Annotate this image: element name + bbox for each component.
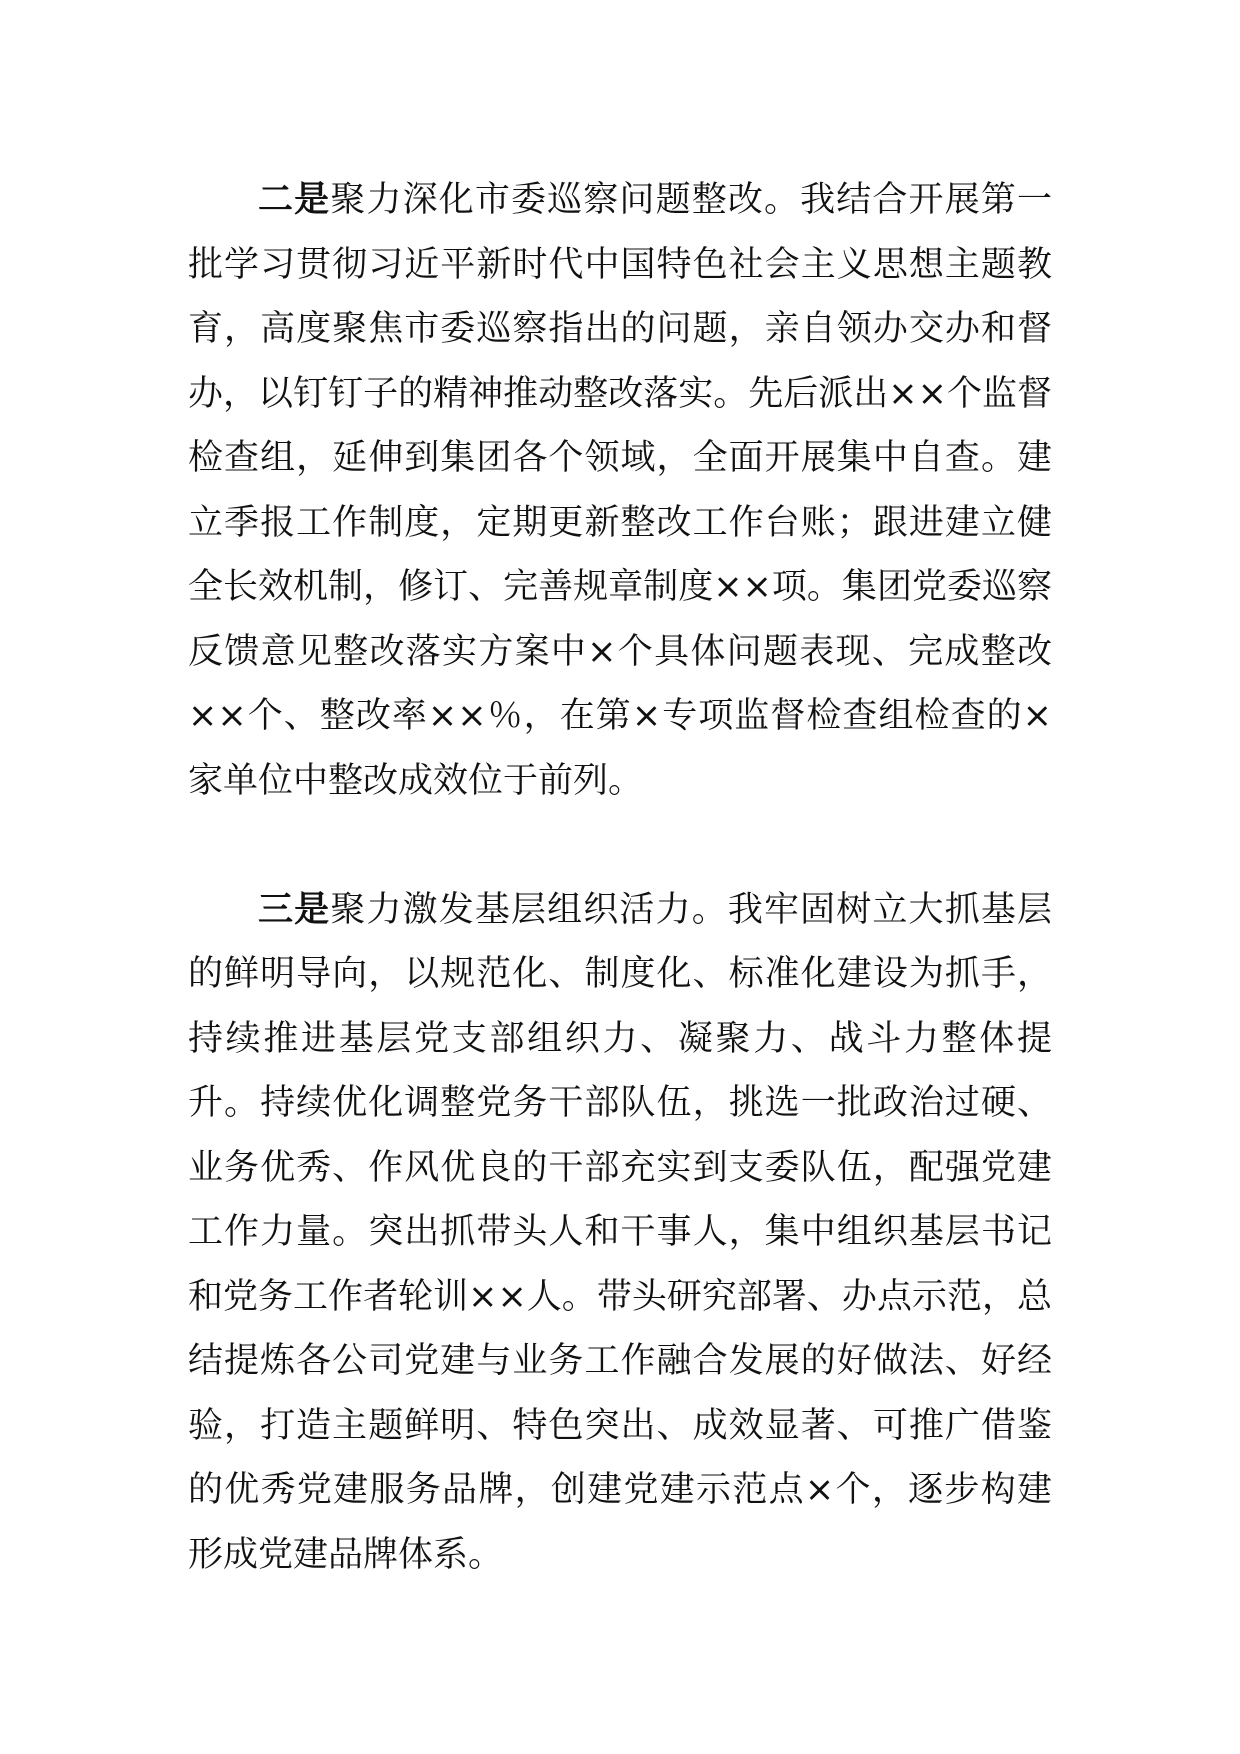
paragraph-text: 聚力深化市委巡察问题整改。我结合开展第一批学习贯彻习近平新时代中国特色社会主义思想主题教育，高度聚焦市委巡察指出的问题，亲自领办交办和督办，以钉钉子的精神推动整改落实。先后派出××个监督检查组，延伸到集团各个领域，全面开展集中自查。建立季报工作制度，定期更新整改工作台账；跟进建立健全长效机制，修订、完善规章制度××项。集团党委巡察反馈意见整改落实方案中×个具体问题表现、完成整改××个、整改率××％，在第×专项监督检查组检查的×家单位中整改成效位于前列。 [188,180,1052,801]
document-body [188,168,1052,1587]
paragraph-text: 聚力激发基层组织活力。我牢固树立大抓基层的鲜明导向，以规范化、制度化、标准化建设为抓手，持续推进基层党支部组织力、凝聚力、战斗力整体提升。持续优化调整党务干部队伍，挑选一批政治过硬、业务优秀、作风优良的干部充实到支委队伍，配强党建工作力量。突出抓带头人和干事人，集中组织基层书记和党务工作者轮训××人。带头研究部署、办点示范，总结提炼各公司党建与业务工作融合发展的好做法、好经验，打造主题鲜明、特色突出、成效显著、可推广借鉴的优秀党建服务品牌，创建党建示范点×个，逐步构建形成党建品牌体系。 [188,889,1052,1575]
paragraph-second-point [188,168,1052,813]
paragraph-third-point [188,878,1052,1588]
paragraph-lead: 二是 [258,180,331,220]
paragraph-lead: 三是 [258,889,331,930]
